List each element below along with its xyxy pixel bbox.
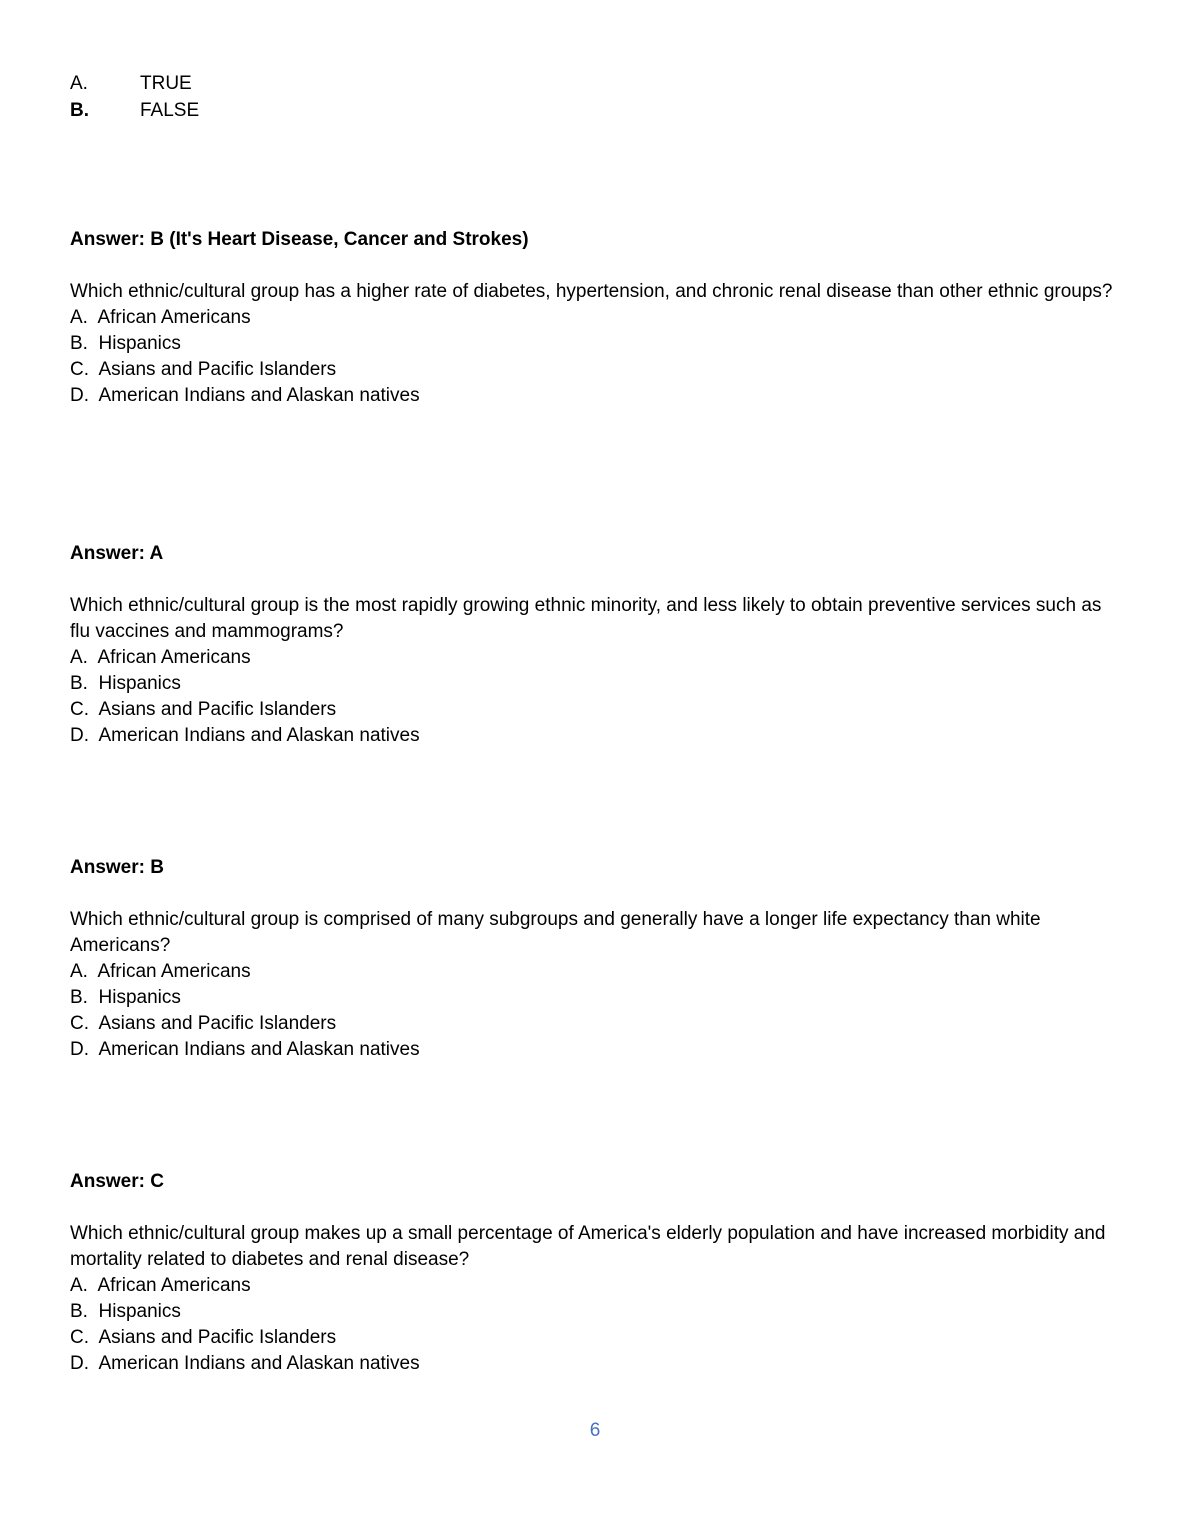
answer-option: B. Hispanics <box>70 987 181 1008</box>
answer-option: D. American Indians and Alaskan natives <box>70 1353 420 1374</box>
question-text: Which ethnic/cultural group makes up a small percentage of America's elderly population and have increased morbidity and mortality related to diabetes and renal disease? <box>70 1223 1106 1270</box>
question-block-4 <box>70 1169 1120 1377</box>
answer-option: B. Hispanics <box>70 1301 181 1322</box>
option-false <box>70 97 1120 124</box>
answer-option: A. African Americans <box>70 647 251 668</box>
answer-line: Answer: A <box>70 543 164 564</box>
answer-option: D. American Indians and Alaskan natives <box>70 1039 420 1060</box>
answer-option: C. Asians and Pacific Islanders <box>70 699 337 720</box>
question-text: Which ethnic/cultural group is comprised of many subgroups and generally have a longer life expectancy than white Americans? <box>70 909 1041 956</box>
page-number: 6 <box>589 1420 601 1441</box>
top-options <box>70 70 1120 124</box>
answer-option: A. African Americans <box>70 307 251 328</box>
answer-option: C. Asians and Pacific Islanders <box>70 1327 337 1348</box>
question-block-3 <box>70 855 1120 1063</box>
answer-line: Answer: C <box>70 1171 164 1192</box>
question-block-1 <box>70 227 1120 409</box>
answer-option: D. American Indians and Alaskan natives <box>70 725 420 746</box>
answer-option: D. American Indians and Alaskan natives <box>70 385 420 406</box>
answer-option: C. Asians and Pacific Islanders <box>70 1013 337 1034</box>
answer-line: Answer: B (It's Heart Disease, Cancer and Strokes) <box>70 229 529 250</box>
question-block-2 <box>70 541 1120 749</box>
question-text: Which ethnic/cultural group has a higher rate of diabetes, hypertension, and chronic renal disease than other ethnic groups? <box>70 281 1113 302</box>
answer-option: B. Hispanics <box>70 333 181 354</box>
answer-option: B. Hispanics <box>70 673 181 694</box>
option-text: FALSE <box>140 100 200 121</box>
question-text: Which ethnic/cultural group is the most rapidly growing ethnic minority, and less likely to obtain preventive services such as flu vaccines and mammograms? <box>70 595 1102 642</box>
option-true <box>70 70 1120 97</box>
answer-option: A. African Americans <box>70 961 251 982</box>
answer-line: Answer: B <box>70 857 164 878</box>
option-text: TRUE <box>140 73 192 94</box>
answer-option: A. African Americans <box>70 1275 251 1296</box>
option-letter: A. <box>70 73 88 94</box>
answer-option: C. Asians and Pacific Islanders <box>70 359 337 380</box>
option-letter: B. <box>70 100 89 121</box>
